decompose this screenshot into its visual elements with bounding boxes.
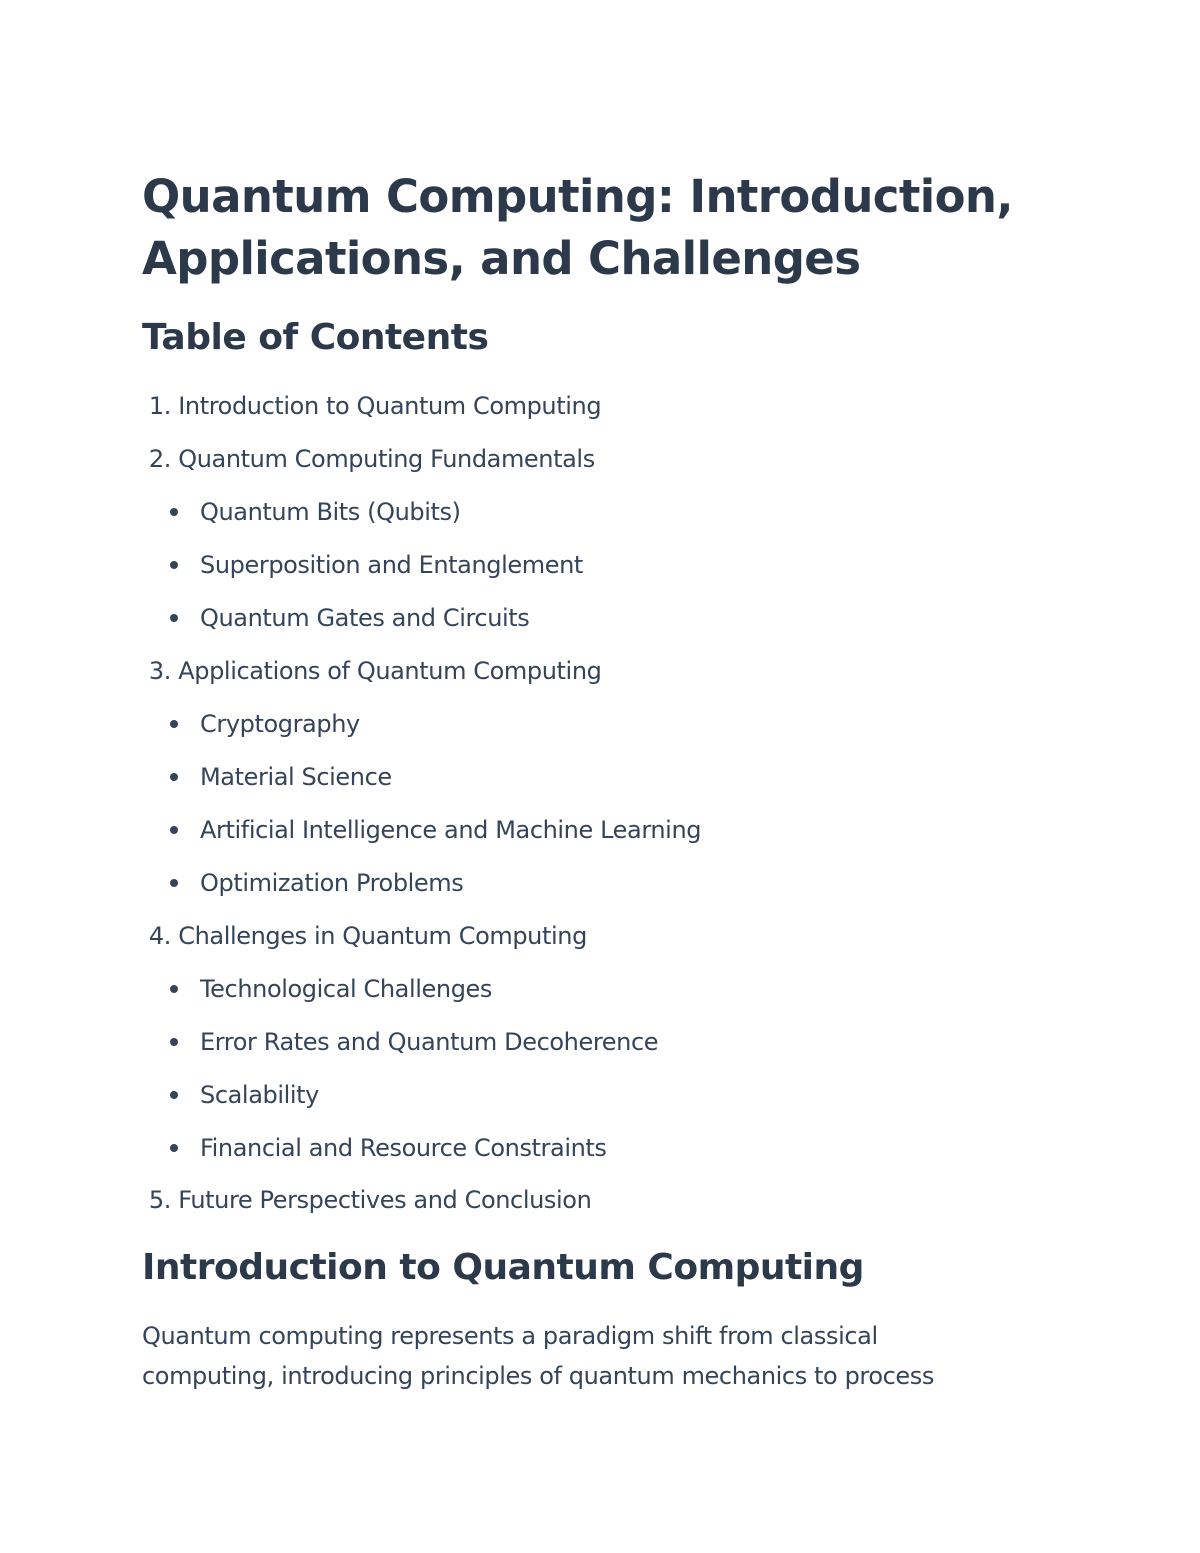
toc-subitem (170, 547, 583, 583)
toc-item-label: Challenges in Quantum Computing (178, 922, 587, 950)
toc-subitem-label: Technological Challenges (200, 975, 492, 1003)
toc-subitem (170, 971, 492, 1007)
bullet-icon (170, 826, 178, 834)
toc-item-label: Future Perspectives and Conclusion (178, 1186, 592, 1214)
toc-subitem-label: Scalability (200, 1081, 319, 1109)
toc-item-4 (142, 918, 587, 954)
toc-subitem (170, 1130, 607, 1166)
toc-subitem (170, 1024, 658, 1060)
toc-subitem-label: Quantum Bits (Qubits) (200, 498, 461, 526)
toc-item-number: 4. (148, 922, 171, 950)
toc-item-5 (142, 1182, 591, 1218)
section-paragraph: Quantum computing represents a paradigm shift from classical computing, introducing principles of quantum mechanics to process (142, 1322, 934, 1390)
section-heading: Introduction to Quantum Computing (142, 1247, 864, 1288)
toc-item-label: Introduction to Quantum Computing (178, 392, 602, 420)
toc-item-3 (142, 653, 601, 689)
toc-subitem-label: Cryptography (200, 710, 360, 738)
toc-item-label: Quantum Computing Fundamentals (178, 445, 595, 473)
bullet-icon (170, 508, 178, 516)
toc-subitem-label: Error Rates and Quantum Decoherence (200, 1028, 659, 1056)
toc-subitem (170, 600, 529, 636)
toc-subitem (170, 494, 461, 530)
document-title: Quantum Computing: Introduction, Applications, and Challenges (142, 170, 1013, 285)
bullet-icon (170, 773, 178, 781)
toc-subitem-label: Quantum Gates and Circuits (200, 604, 530, 632)
toc-item-number: 1. (148, 392, 171, 420)
toc-subitem-label: Artificial Intelligence and Machine Learning (200, 816, 702, 844)
bullet-icon (170, 720, 178, 728)
bullet-icon (170, 1038, 178, 1046)
bullet-icon (170, 1144, 178, 1152)
toc-subitem (170, 759, 392, 795)
toc-item-number: 2. (148, 445, 171, 473)
toc-subitem-label: Financial and Resource Constraints (200, 1134, 607, 1162)
bullet-icon (170, 614, 178, 622)
toc-item-label: Applications of Quantum Computing (178, 657, 602, 685)
toc-subitem-label: Optimization Problems (200, 869, 464, 897)
toc-item-2 (142, 441, 595, 477)
toc-subitem (170, 1077, 319, 1113)
toc-item-number: 3. (148, 657, 171, 685)
toc-subitem-label: Material Science (200, 763, 392, 791)
toc-item-1 (142, 388, 601, 424)
bullet-icon (170, 561, 178, 569)
bullet-icon (170, 985, 178, 993)
toc-heading: Table of Contents (142, 317, 489, 358)
bullet-icon (170, 1091, 178, 1099)
toc-subitem-label: Superposition and Entanglement (200, 551, 583, 579)
toc-subitem (170, 865, 463, 901)
toc-item-number: 5. (148, 1186, 171, 1214)
bullet-icon (170, 879, 178, 887)
toc-subitem (170, 812, 701, 848)
toc-subitem (170, 706, 360, 742)
